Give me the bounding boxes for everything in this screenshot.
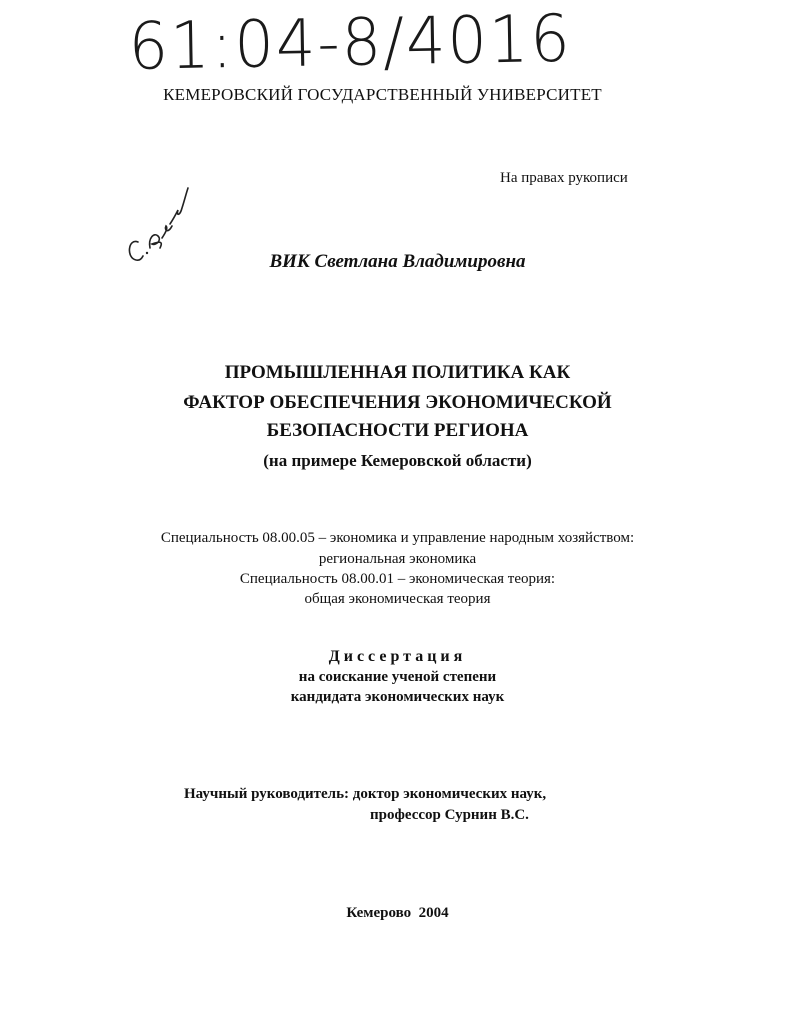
thesis-title-line-1: ПРОМЫШЛЕННАЯ ПОЛИТИКА КАК bbox=[224, 362, 571, 383]
specialty-1-field: региональная экономика bbox=[318, 551, 477, 567]
university-name: КЕМЕРОВСКИЙ ГОСУДАРСТВЕННЫЙ УНИВЕРСИТЕТ bbox=[163, 85, 602, 104]
thesis-title-line-3: БЕЗОПАСНОСТИ РЕГИОНА bbox=[266, 420, 529, 441]
dissertation-label: Диссертация bbox=[328, 648, 467, 665]
specialty-2-field: общая экономическая теория bbox=[304, 591, 491, 607]
degree-line-1: на соискание ученой степени bbox=[298, 669, 497, 685]
author-name: ВИК Светлана Владимировна bbox=[269, 251, 526, 272]
thesis-subtitle: (на примере Кемеровской области) bbox=[263, 451, 532, 470]
degree-line-2: кандидата экономических наук bbox=[290, 689, 505, 705]
specialty-2: Специальность 08.00.01 – экономическая теория: bbox=[239, 571, 556, 587]
supervisor-line-1: Научный руководитель: доктор экономических наук, bbox=[184, 786, 547, 802]
supervisor-line-2: профессор Сурнин В.С. bbox=[370, 807, 529, 823]
specialty-1: Специальность 08.00.05 – экономика и управление народным хозяйством: bbox=[160, 530, 635, 546]
handwritten-catalog-number: 61:04-8/4016 bbox=[128, 0, 573, 85]
thesis-title-line-2: ФАКТОР ОБЕСПЕЧЕНИЯ ЭКОНОМИЧЕСКОЙ bbox=[183, 392, 612, 413]
city-year: Кемерово 2004 bbox=[346, 905, 449, 921]
manuscript-note: На правах рукописи bbox=[500, 170, 628, 186]
